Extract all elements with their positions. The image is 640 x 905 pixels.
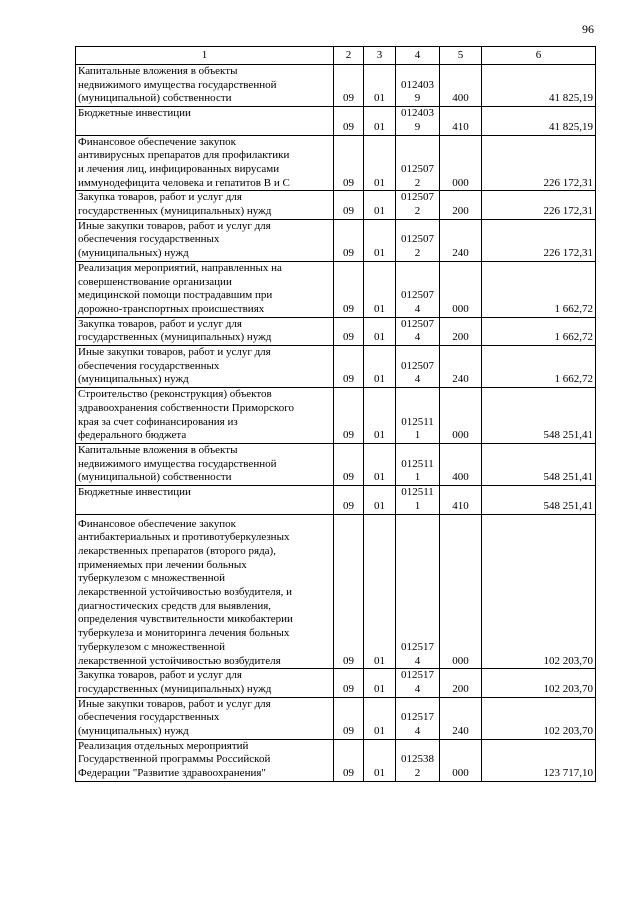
row-expense-type: 200 <box>440 669 482 697</box>
row-expense-type: 240 <box>440 219 482 261</box>
row-expense-type: 410 <box>440 107 482 135</box>
row-name: Бюджетные инвестиции <box>76 107 334 135</box>
table-row <box>76 107 596 135</box>
row-amount: 102 203,70 <box>482 514 596 669</box>
row-subsection: 01 <box>364 739 396 781</box>
table-row <box>76 346 596 388</box>
row-amount: 1 662,72 <box>482 317 596 345</box>
row-section: 09 <box>334 65 364 107</box>
row-section: 09 <box>334 697 364 739</box>
row-name: Капитальные вложения в объекты недвижимого имущества государственной (муниципальной) собственности <box>76 443 334 485</box>
table-row <box>76 669 596 697</box>
row-amount: 1 662,72 <box>482 261 596 317</box>
row-subsection: 01 <box>364 191 396 219</box>
row-amount: 226 172,31 <box>482 219 596 261</box>
row-target-code: 012507 4 <box>396 317 440 345</box>
row-subsection: 01 <box>364 107 396 135</box>
header-row <box>76 47 596 65</box>
row-target-code: 012517 4 <box>396 669 440 697</box>
table-row <box>76 739 596 781</box>
row-target-code: 012517 4 <box>396 697 440 739</box>
row-name: Иные закупки товаров, работ и услуг для обеспечения государственных (муниципальных) нужд <box>76 219 334 261</box>
row-amount: 102 203,70 <box>482 697 596 739</box>
row-expense-type: 240 <box>440 697 482 739</box>
row-target-code: 012507 2 <box>396 191 440 219</box>
row-section: 09 <box>334 388 364 444</box>
header-col-1: 1 <box>76 47 334 65</box>
row-section: 09 <box>334 669 364 697</box>
row-subsection: 01 <box>364 697 396 739</box>
row-subsection: 01 <box>364 443 396 485</box>
row-name: Реализация отдельных мероприятий Государственной программы Российской Федерации "Развитие здравоохранения" <box>76 739 334 781</box>
row-section: 09 <box>334 346 364 388</box>
row-name: Закупка товаров, работ и услуг для государственных (муниципальных) нужд <box>76 669 334 697</box>
table-row <box>76 443 596 485</box>
row-target-code: 012517 4 <box>396 514 440 669</box>
table-row <box>76 486 596 514</box>
row-section: 09 <box>334 191 364 219</box>
row-section: 09 <box>334 514 364 669</box>
row-section: 09 <box>334 317 364 345</box>
row-name: Бюджетные инвестиции <box>76 486 334 514</box>
row-target-code: 012511 1 <box>396 388 440 444</box>
row-target-code: 012403 9 <box>396 65 440 107</box>
row-amount: 226 172,31 <box>482 135 596 191</box>
row-expense-type: 410 <box>440 486 482 514</box>
table-row <box>76 697 596 739</box>
row-name: Закупка товаров, работ и услуг для государственных (муниципальных) нужд <box>76 191 334 219</box>
header-col-4: 4 <box>396 47 440 65</box>
table-row <box>76 514 596 669</box>
row-target-code: 012403 9 <box>396 107 440 135</box>
table-row <box>76 317 596 345</box>
row-name: Финансовое обеспечение закупок антивирусных препаратов для профилактики и лечения лиц, инфицированных вирусами иммунодефицита человека и гепатитов В и С <box>76 135 334 191</box>
row-expense-type: 200 <box>440 317 482 345</box>
row-name: Финансовое обеспечение закупок антибактериальных и противотуберкулезных лекарственных препаратов (второго ряда), применяемых при лечении больных туберкулезом с множественной лекарственной устойчивостью возбудителя, и диагностических средств для выявления, определения чувствительности микобактерии туберкулеза и мониторинга лечения больных туберкулезом с множественной лекарственной устойчивостью возбудителя <box>76 514 334 669</box>
page-number: 96 <box>582 22 594 36</box>
header-col-2: 2 <box>334 47 364 65</box>
row-name: Реализация мероприятий, направленных на совершенствование организации медицинской помощи пострадавшим при дорожно-транспортных происшествиях <box>76 261 334 317</box>
row-subsection: 01 <box>364 219 396 261</box>
row-name: Иные закупки товаров, работ и услуг для обеспечения государственных (муниципальных) нужд <box>76 697 334 739</box>
row-name: Иные закупки товаров, работ и услуг для обеспечения государственных (муниципальных) нужд <box>76 346 334 388</box>
row-expense-type: 200 <box>440 191 482 219</box>
row-section: 09 <box>334 219 364 261</box>
row-subsection: 01 <box>364 486 396 514</box>
row-amount: 548 251,41 <box>482 443 596 485</box>
row-amount: 548 251,41 <box>482 486 596 514</box>
row-name: Закупка товаров, работ и услуг для государственных (муниципальных) нужд <box>76 317 334 345</box>
row-target-code: 012507 2 <box>396 135 440 191</box>
row-expense-type: 000 <box>440 261 482 317</box>
row-section: 09 <box>334 486 364 514</box>
row-amount: 41 825,19 <box>482 107 596 135</box>
row-expense-type: 240 <box>440 346 482 388</box>
budget-table <box>75 46 596 782</box>
row-subsection: 01 <box>364 388 396 444</box>
row-section: 09 <box>334 739 364 781</box>
header-col-6: 6 <box>482 47 596 65</box>
table-row <box>76 219 596 261</box>
row-amount: 226 172,31 <box>482 191 596 219</box>
row-expense-type: 000 <box>440 135 482 191</box>
row-target-code: 012511 1 <box>396 443 440 485</box>
row-section: 09 <box>334 261 364 317</box>
table-row <box>76 135 596 191</box>
row-target-code: 012511 1 <box>396 486 440 514</box>
header-col-3: 3 <box>364 47 396 65</box>
row-subsection: 01 <box>364 514 396 669</box>
row-name: Строительство (реконструкция) объектов здравоохранения собственности Приморского края за счет софинансирования из федерального бюджета <box>76 388 334 444</box>
row-amount: 123 717,10 <box>482 739 596 781</box>
row-target-code: 012507 2 <box>396 219 440 261</box>
table-row <box>76 191 596 219</box>
row-amount: 41 825,19 <box>482 65 596 107</box>
row-amount: 102 203,70 <box>482 669 596 697</box>
row-section: 09 <box>334 107 364 135</box>
row-amount: 548 251,41 <box>482 388 596 444</box>
row-expense-type: 400 <box>440 443 482 485</box>
row-target-code: 012507 4 <box>396 261 440 317</box>
header-col-5: 5 <box>440 47 482 65</box>
row-section: 09 <box>334 135 364 191</box>
row-subsection: 01 <box>364 346 396 388</box>
row-expense-type: 400 <box>440 65 482 107</box>
row-subsection: 01 <box>364 261 396 317</box>
row-target-code: 012507 4 <box>396 346 440 388</box>
row-amount: 1 662,72 <box>482 346 596 388</box>
row-subsection: 01 <box>364 65 396 107</box>
table-row <box>76 65 596 107</box>
row-expense-type: 000 <box>440 514 482 669</box>
row-target-code: 012538 2 <box>396 739 440 781</box>
table-row <box>76 261 596 317</box>
table-row <box>76 388 596 444</box>
row-subsection: 01 <box>364 317 396 345</box>
row-expense-type: 000 <box>440 739 482 781</box>
row-expense-type: 000 <box>440 388 482 444</box>
row-subsection: 01 <box>364 135 396 191</box>
row-name: Капитальные вложения в объекты недвижимого имущества государственной (муниципальной) собственности <box>76 65 334 107</box>
row-section: 09 <box>334 443 364 485</box>
row-subsection: 01 <box>364 669 396 697</box>
